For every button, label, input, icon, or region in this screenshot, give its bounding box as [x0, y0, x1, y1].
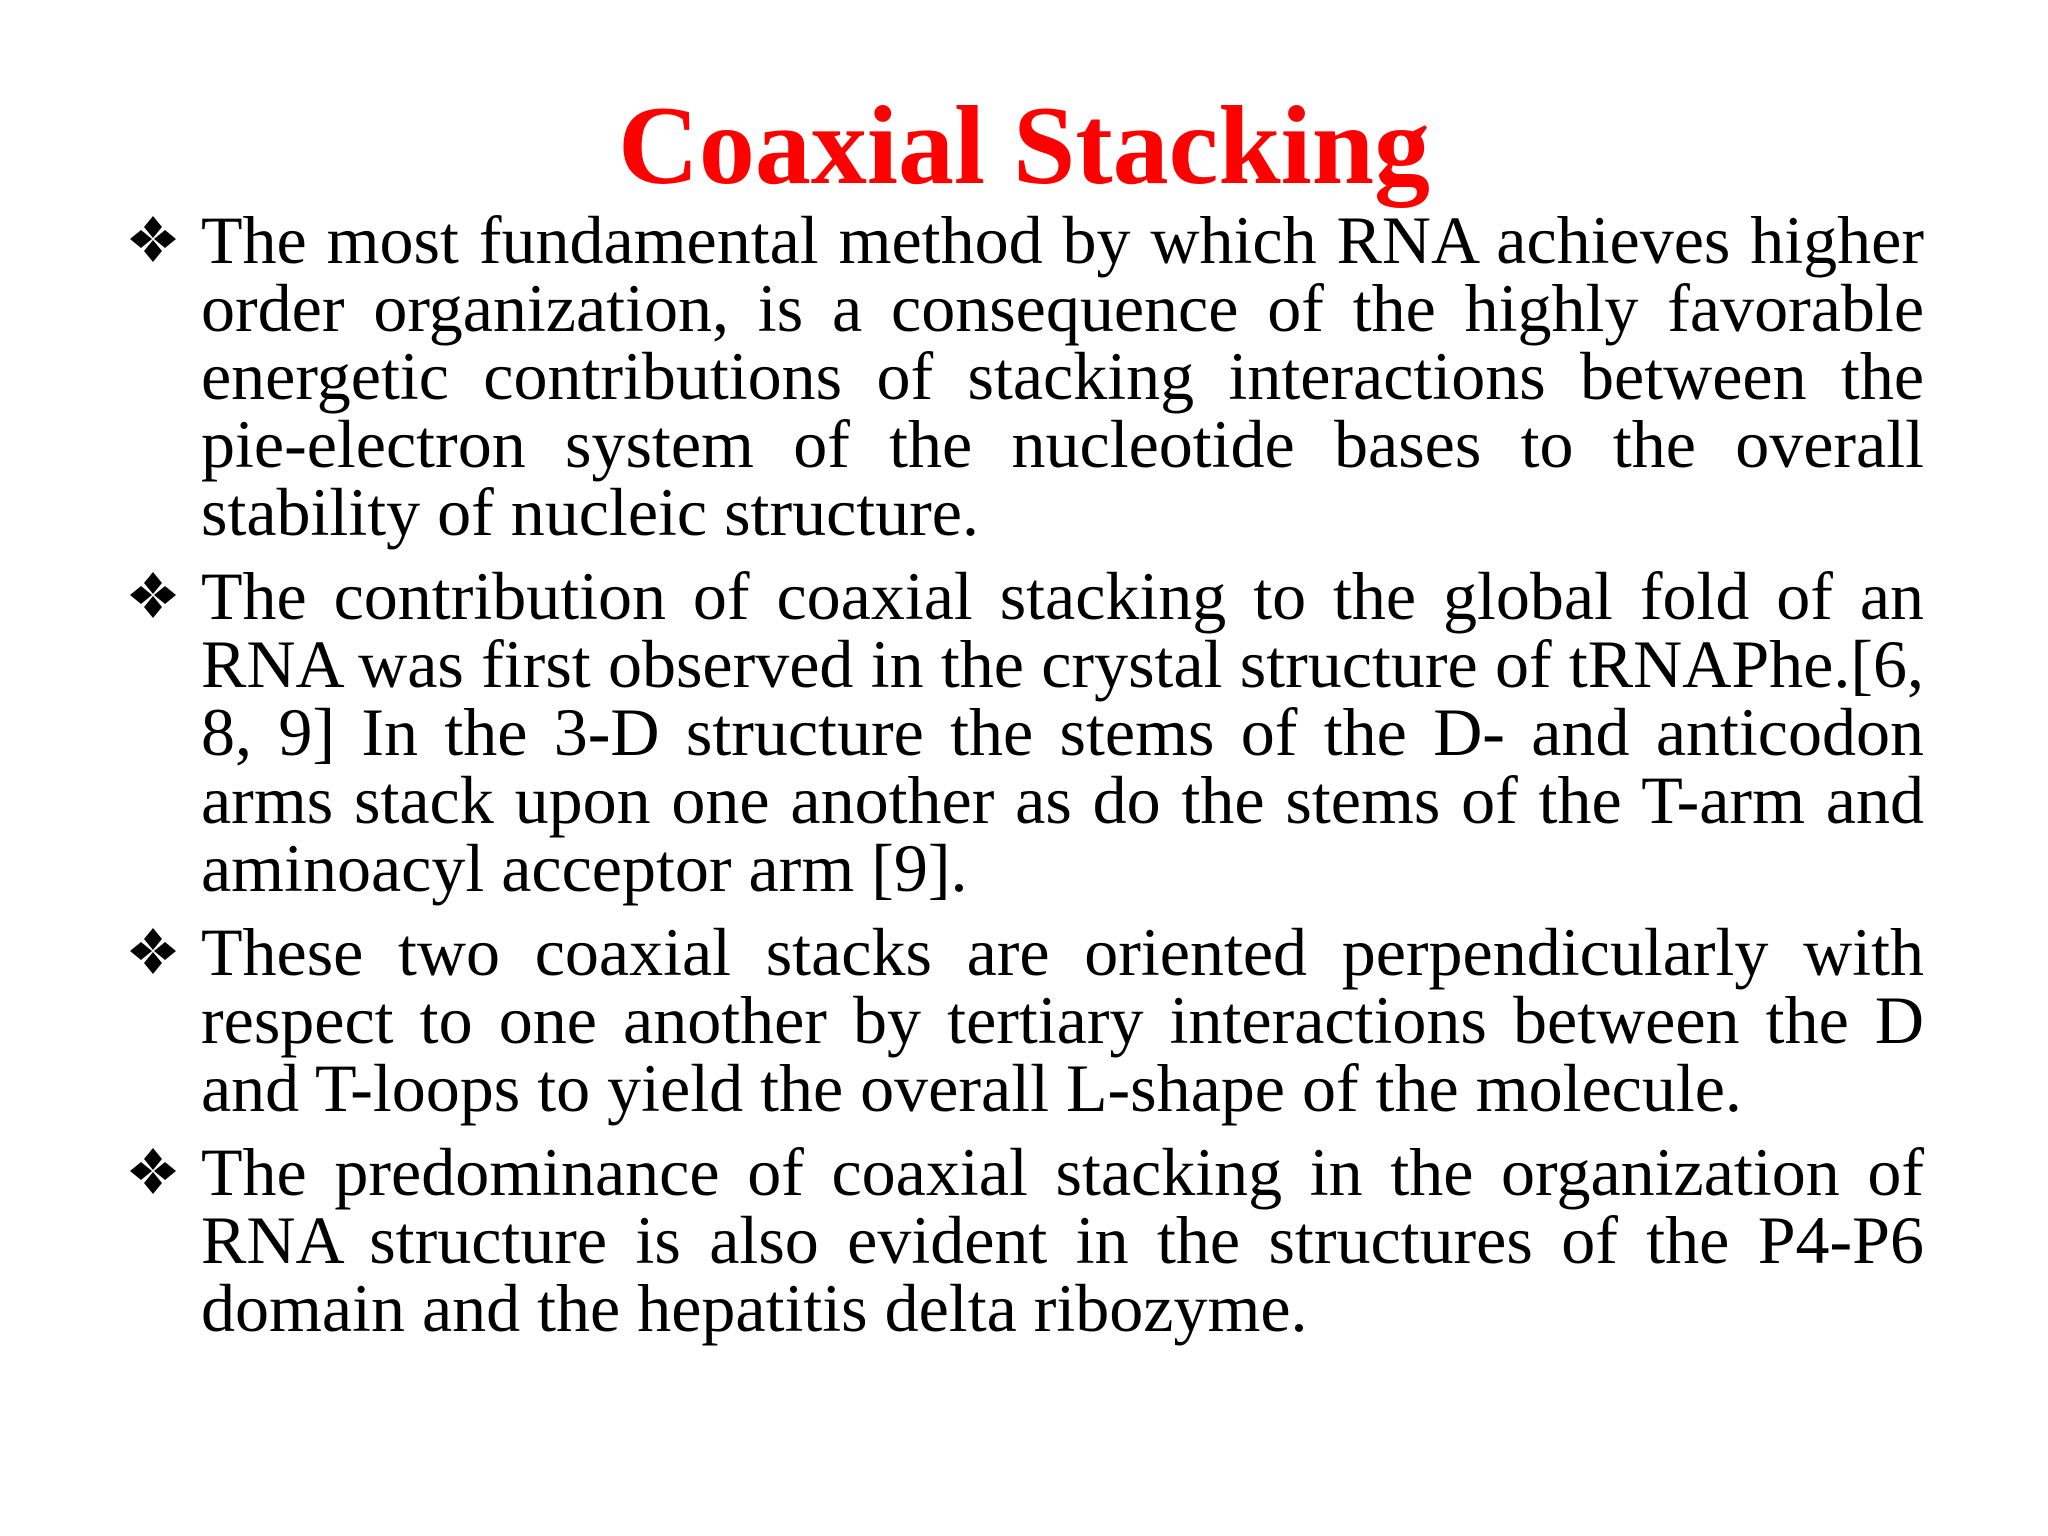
- bullet-item: [128, 914, 1924, 1126]
- bullet-text: The contribution of coaxial stacking to the global fold of an RNA was first observed in the crystal structure of tRNAPhe.[6, 8, 9] In the 3-D structure the stems of the D- and anticodon arms stack upon one another as do the stems of the T-arm and aminoacyl acceptor arm [9].: [201, 558, 1924, 906]
- bullet-item: [128, 558, 1924, 906]
- bullet-list: [128, 202, 1924, 1358]
- bullet-item: [128, 1134, 1924, 1346]
- bullet-item: [128, 202, 1924, 550]
- four-diamond-bullet-icon: [128, 214, 178, 264]
- bullet-text: The most fundamental method by which RNA achieves higher order organization, is a consequence of the highly favorable energetic contributions of stacking interactions between the pie-electron system of the nucleotide bases to the overall stability of nucleic structure.: [201, 202, 1924, 550]
- four-diamond-bullet-icon: [128, 1146, 178, 1196]
- slide-title: Coaxial Stacking: [617, 84, 1431, 208]
- bullet-text: These two coaxial stacks are oriented perpendicularly with respect to one another by tertiary interactions between the D and T-loops to yield the overall L-shape of the molecule.: [201, 914, 1924, 1126]
- four-diamond-bullet-icon: [128, 570, 178, 620]
- four-diamond-bullet-icon: [128, 926, 178, 976]
- bullet-text: The predominance of coaxial stacking in the organization of RNA structure is also evident in the structures of the P4-P6 domain and the hepatitis delta ribozyme.: [201, 1134, 1924, 1346]
